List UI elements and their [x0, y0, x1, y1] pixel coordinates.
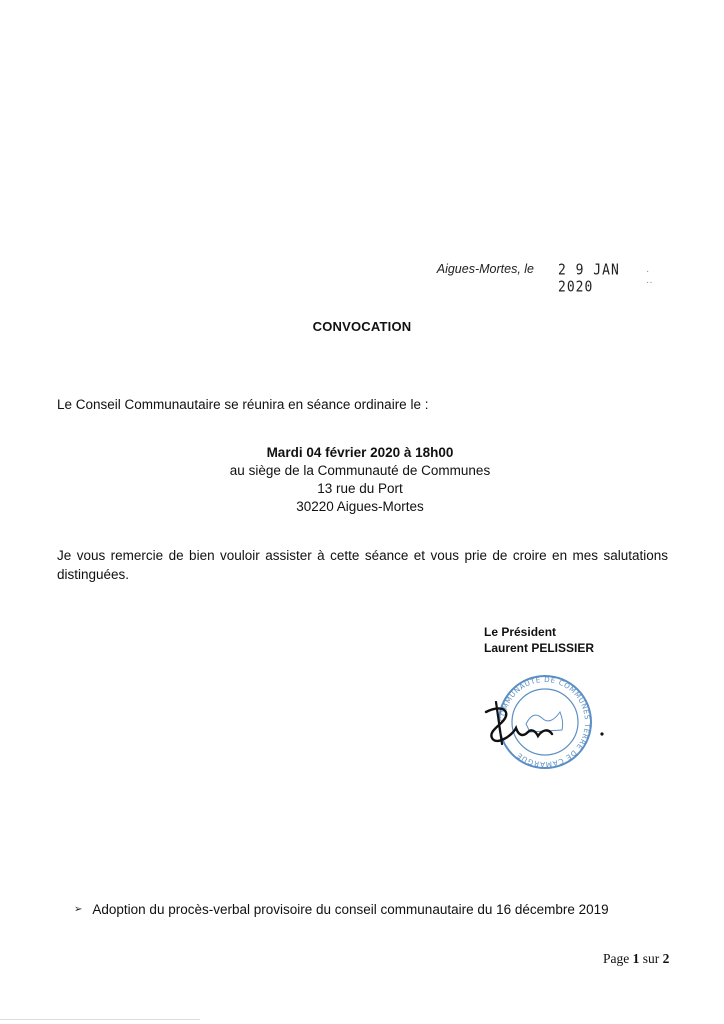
sur-word: sur [642, 951, 660, 966]
meeting-venue-line3: 30220 Aigues-Mortes [296, 499, 424, 514]
closing-paragraph [57, 546, 668, 584]
seal-inner-ring [512, 689, 578, 755]
agenda-list [74, 902, 609, 917]
signatory-role: Le Président [484, 625, 557, 639]
seal-emblem [526, 712, 563, 732]
intro-paragraph: Le Conseil Communautaire se réunira en séance ordinaire le : [57, 397, 429, 412]
closing-line-1: Je vous remercie de bien vouloir assister à cette séance et vous prie de croire en mes salutations [57, 548, 668, 563]
meeting-datetime: Mardi 04 février 2020 à 18h00 [266, 445, 454, 460]
page-word: Page [603, 951, 630, 966]
meeting-venue-line2: 13 rue du Port [317, 481, 403, 496]
meeting-venue-line1: au siège de la Communauté de Communes [229, 463, 491, 478]
page-current: 1 [632, 951, 640, 966]
received-date-stamp: 2 9 JAN 2020 [558, 261, 620, 297]
handwritten-signature [486, 709, 552, 741]
seal-text-path: COMMUNAUTÉ DE COMMUNES TERRE DE CAMARGUE [497, 674, 593, 770]
scan-edge-line [0, 1019, 200, 1020]
signatory-block [484, 624, 594, 656]
official-seal-and-signature [478, 672, 608, 772]
ink-dot [600, 732, 603, 735]
place-date-label: Aigues-Mortes, le [436, 262, 534, 276]
stamp-trailing-marks: · ·· [646, 266, 653, 288]
agenda-item: Adoption du procès-verbal provisoire du conseil communautaire du 16 décembre 2019 [92, 902, 609, 917]
signatory-name: Laurent PELISSIER [484, 641, 595, 655]
seal-graphic [478, 672, 608, 772]
closing-line-2: distinguées. [57, 567, 130, 582]
document-title: CONVOCATION [312, 319, 412, 334]
meeting-details [180, 444, 540, 516]
page-total: 2 [662, 951, 670, 966]
arrow-bullet-icon: ➢ [74, 904, 83, 915]
date-line [0, 261, 653, 297]
page-number [603, 951, 669, 967]
